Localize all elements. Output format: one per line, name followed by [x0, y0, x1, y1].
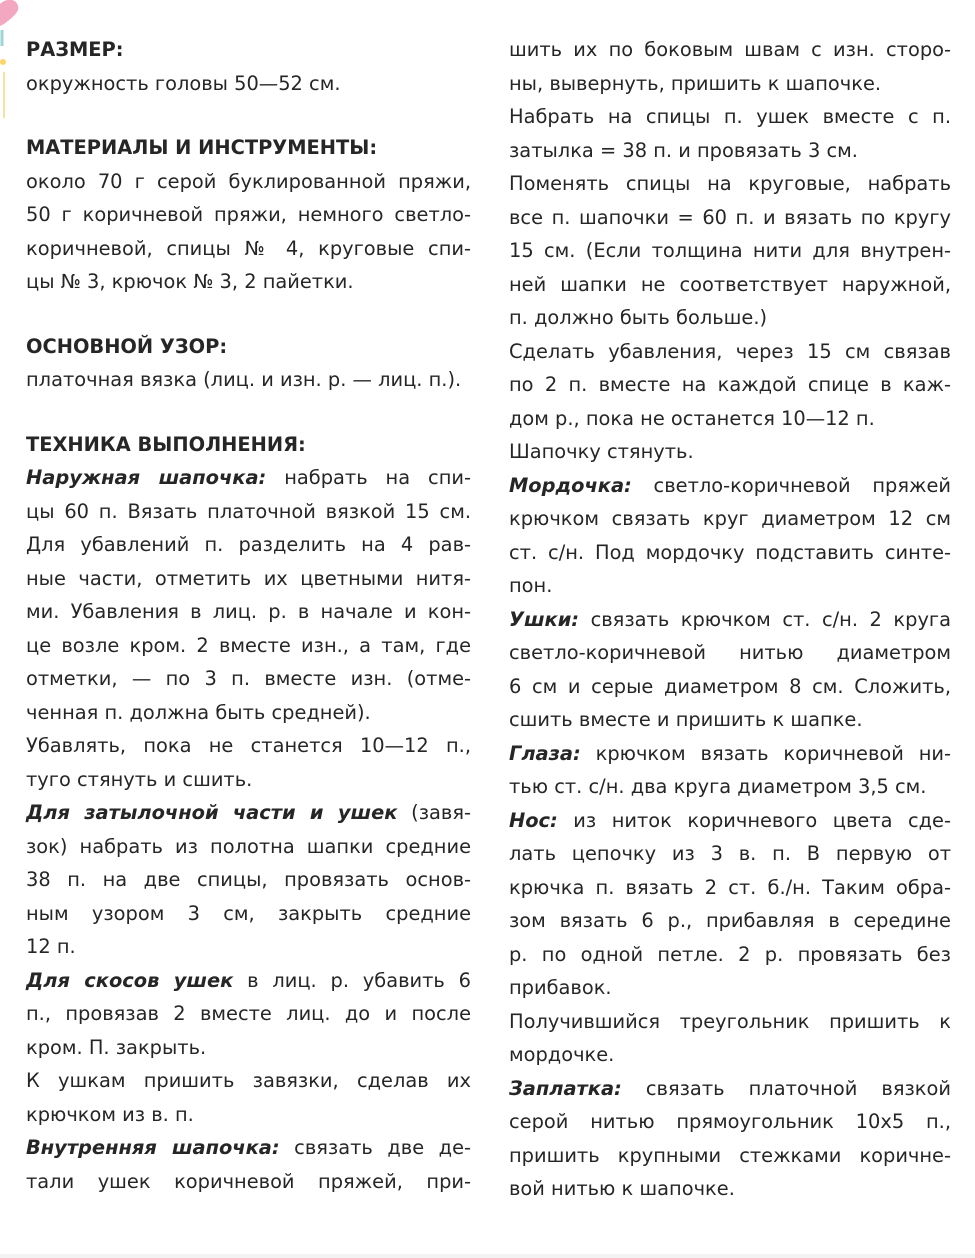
text-line: Набрать на спицы п. ушек вместе с п.: [509, 105, 951, 128]
lead-rest: связать две де-: [279, 1136, 471, 1159]
text-line: Поменять спицы на круговые, набрать: [509, 172, 951, 195]
ears-lead: Ушки:: [509, 607, 580, 631]
text-line: ны, вывернуть, пришить к шапочке.: [509, 71, 882, 95]
text-line: тали ушек коричневой пряжей, при-: [26, 1169, 471, 1193]
text-line: крючком из в. п.: [26, 1102, 194, 1126]
text-line: ми. Убавления в лиц. р. в начале и кон-: [26, 600, 471, 623]
text-line: лать цепочку из 3 в. п. В первую от: [509, 842, 951, 865]
text-line: крючка п. вязать 2 ст. б./н. Таким обра-: [509, 875, 951, 899]
paragraph-lead-line: [509, 737, 951, 771]
text-line: все п. шапочки = 60 п. и вязать по кругу: [509, 205, 951, 229]
text-line: коричневой, спицы № 4, круговые спи-: [26, 236, 471, 260]
text-line: зом вязать 6 р., прибавляя в середине: [509, 909, 951, 932]
text-line: тью ст. с/н. два круга диаметром 3,5 см.: [509, 775, 927, 798]
text-line: 38 п. на две спицы, провязать основ-: [26, 868, 471, 891]
lead-rest: в лиц. р. убавить 6: [233, 968, 471, 992]
paragraph-lead-line: [26, 1131, 471, 1165]
bottom-edge: [0, 1254, 975, 1258]
lead-rest: набрать на спи-: [266, 466, 471, 489]
materials-heading: МАТЕРИАЛЫ И ИНСТРУМЕНТЫ:: [26, 136, 378, 159]
text-line: п., провязав 2 вместе лиц. до и после: [26, 1002, 471, 1025]
text-line: прибавок.: [509, 976, 612, 999]
lead-rest: связать крючком ст. с/н. 2 круга: [579, 607, 951, 631]
paragraph-lead-line: [509, 804, 951, 838]
text-line: це возле кром. 2 вместе изн., а там, где: [26, 633, 471, 657]
text-line: сшить вместе и пришить к шапке.: [509, 708, 863, 731]
lead-rest: (завя-: [397, 801, 471, 824]
text-line: Убавлять, пока не станется 10—12 п.,: [26, 734, 471, 757]
text-line: серой нитью прямоугольник 10х5 п.,: [509, 1110, 951, 1133]
text-line: 15 см. (Если толщина нити для внутрен-: [509, 239, 951, 262]
text-line: Для убавлений п. разделить на 4 рав-: [26, 533, 471, 556]
pattern-heading: ОСНОВНОЙ УЗОР:: [26, 334, 228, 358]
left-column: [26, 33, 471, 1198]
text-line: кром. П. закрыть.: [26, 1035, 207, 1059]
text-line: 50 г коричневой пряжи, немного светло-: [26, 203, 471, 226]
text-line: Шапочку стянуть.: [509, 440, 694, 463]
text-line: вой нитью к шапочке.: [509, 1177, 735, 1200]
text-line: затылка = 38 п. и провязать 3 см.: [509, 138, 858, 162]
paragraph-lead-line: [509, 603, 951, 637]
text-line: платочная вязка (лиц. и изн. р. — лиц. п.).: [26, 368, 462, 391]
text-line: ней шапки не соответствует наружной,: [509, 272, 951, 296]
text-line: Получившийся треугольник пришить к: [509, 1009, 951, 1033]
patch-lead: Заплатка:: [509, 1076, 622, 1100]
lead-rest: светло-коричневой пряжей: [631, 473, 951, 497]
lead-rest: из ниток коричневого цвета сде-: [557, 808, 951, 832]
ear-bevels-lead: Для скосов ушек: [26, 968, 234, 992]
text-line: крючком связать круг диаметром 12 см: [509, 507, 951, 530]
text-line: 12 п.: [26, 935, 76, 958]
size-heading: РАЗМЕР:: [26, 38, 124, 61]
text-line: пришить крупными стежками коричне-: [509, 1143, 951, 1167]
text-line: около 70 г серой буклированной пряжи,: [26, 169, 471, 193]
text-line: 6 см и серые диаметром 8 см. Сложить,: [509, 674, 951, 698]
nose-lead: Нос:: [509, 808, 558, 832]
paragraph-lead-line: [26, 461, 471, 495]
text-line: дом р., пока не останется 10—12 п.: [509, 406, 875, 430]
text-line: отметки, — по 3 п. вместе изн. (отме-: [26, 667, 471, 690]
paragraph-lead-line: [509, 1072, 951, 1106]
text-line: ные части, отметить их цветными нитя-: [26, 566, 471, 590]
text-line: ст. с/н. Под мордочку подставить синте-: [509, 540, 951, 564]
lead-rest: связать платочной вязкой: [621, 1076, 951, 1100]
lead-rest: крючком вязать коричневой ни-: [580, 741, 951, 765]
heart-icon: [0, 0, 18, 26]
text-line: ченная п. должна быть средней).: [26, 700, 371, 724]
right-column: [509, 33, 951, 1206]
back-part-lead: Для затылочной части и ушек: [26, 801, 398, 824]
text-line: светло-коричневой нитью диаметром: [509, 641, 951, 664]
text-line: цы № 3, крючок № 3, 2 пайетки.: [26, 270, 354, 293]
text-line: ным узором 3 см, закрыть средние: [26, 901, 471, 925]
paragraph-lead-line: [509, 469, 951, 503]
text-line: п. должно быть больше.): [509, 306, 768, 329]
text-line: Сделать убавления, через 15 см связав: [509, 339, 951, 363]
text-line: цы 60 п. Вязать платочной вязкой 15 см.: [26, 499, 471, 523]
text-line: туго стянуть и сшить.: [26, 767, 253, 791]
technique-heading: ТЕХНИКА ВЫПОЛНЕНИЯ:: [26, 432, 306, 456]
muzzle-lead: Мордочка:: [509, 473, 632, 497]
text-line: р. по одной петле. 2 р. провязать без: [509, 942, 951, 966]
text-line: К ушкам пришить завязки, сделав их: [26, 1069, 471, 1092]
outer-hat-lead: Наружная шапочка:: [26, 466, 267, 489]
text-line: пон.: [509, 574, 553, 597]
text-line: шить их по боковым швам с изн. сторо-: [509, 38, 951, 61]
text-line: мордочке.: [509, 1043, 615, 1066]
paragraph-lead-line: [26, 964, 471, 998]
eyes-lead: Глаза:: [509, 741, 581, 765]
inner-hat-lead: Внутренняя шапочка:: [26, 1136, 280, 1159]
paragraph-lead-line: [26, 796, 471, 830]
text-line: окружность головы 50—52 см.: [26, 71, 341, 95]
text-line: по 2 п. вместе на каждой спице в каж-: [509, 373, 951, 396]
text-line: зок) набрать из полотна шапки средние: [26, 834, 471, 858]
